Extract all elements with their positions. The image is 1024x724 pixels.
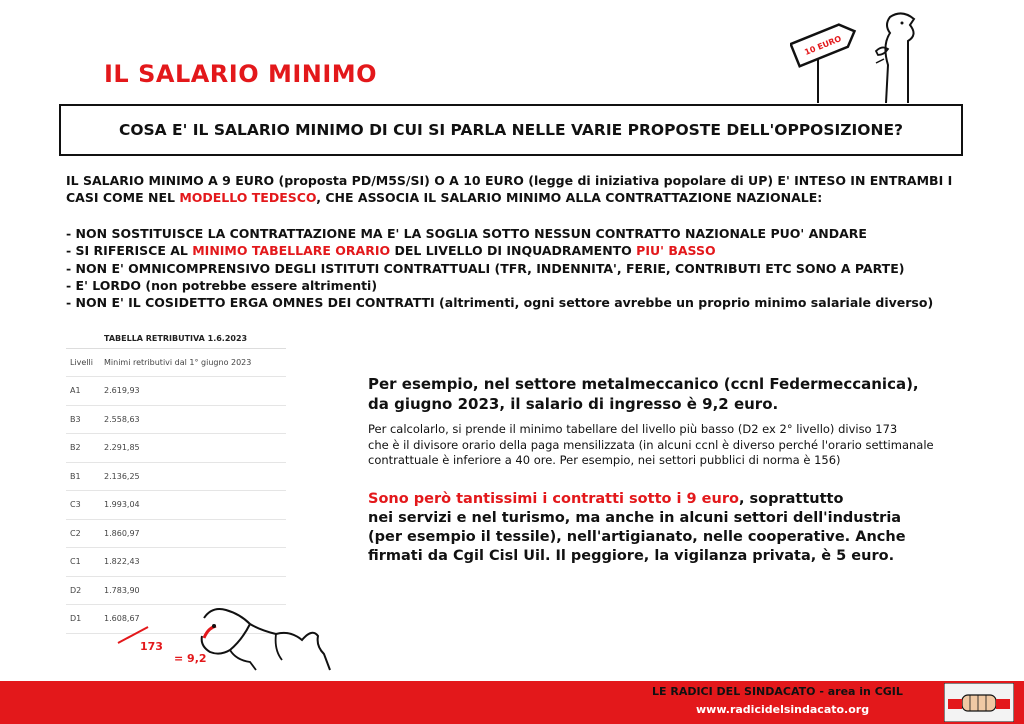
table-cell-value: 2.291,85: [104, 443, 140, 453]
bullet-list: [66, 225, 986, 311]
example-line: Per esempio, nel settore metalmeccanico (ccnl Federmeccanica),: [368, 375, 919, 393]
pay-table: [66, 330, 286, 634]
footer-org: LE RADICI DEL SINDACATO - area in CGIL: [652, 685, 903, 698]
table-cell-value: 2.619,93: [104, 386, 140, 396]
divisor-value: 173: [140, 640, 163, 653]
contracts-line: [368, 490, 988, 509]
intro-paragraph: [66, 172, 976, 206]
table-cell-level: B3: [70, 414, 81, 424]
example-block: [368, 374, 968, 469]
table-row: [66, 434, 286, 463]
table-cell-level: D2: [70, 585, 82, 595]
cartoon-sign-illustration: [790, 5, 930, 105]
contracts-paragraph: [368, 490, 988, 566]
bullet-highlight: PIU' BASSO: [636, 243, 716, 259]
column-header-level: Livelli: [70, 358, 94, 367]
table-cell-level: C2: [70, 528, 81, 538]
table-cell-level: B1: [70, 471, 81, 481]
table-cell-value: 1.822,43: [104, 557, 140, 567]
footer-bar: [0, 681, 1024, 724]
table-row: [66, 520, 286, 549]
contracts-line: firmati da Cgil Cisl Uil. Il peggiore, la vigilanza privata, è 5 euro.: [368, 548, 895, 564]
bullet-item: - NON E' IL COSIDETTO ERGA OMNES DEI CONTRATTI (altrimenti, ogni settore avrebbe un proprio minimo salariale diverso): [66, 295, 934, 311]
table-caption: TABELLA RETRIBUTIVA 1.6.2023: [66, 330, 286, 349]
fist-logo-icon: [944, 683, 1014, 722]
detail-line: contrattuale è inferiore a 40 ore. Per esempio, nei settori pubblici di norma è 156): [368, 453, 841, 467]
table-cell-value: 2.136,25: [104, 471, 140, 481]
bullet-item: - NON SOSTITUISCE LA CONTRATTAZIONE MA E' LA SOGLIA SOTTO NESSUN CONTRATTO NAZIONALE PUO' ANDARE: [66, 226, 867, 241]
result-value: = 9,2: [174, 652, 207, 665]
intro-highlight: MODELLO TEDESCO: [179, 190, 317, 205]
table-cell-level: C1: [70, 557, 81, 567]
calculation-note: [140, 640, 207, 665]
question-text: COSA E' IL SALARIO MINIMO DI CUI SI PARLA NELLE VARIE PROPOSTE DELL'OPPOSIZIONE?: [118, 121, 904, 139]
contracts-line: nei servizi e nel turismo, ma anche in alcuni settori dell'industria: [368, 510, 902, 526]
page-title: IL SALARIO MINIMO: [104, 60, 378, 88]
intro-part2: , CHE ASSOCIA IL SALARIO MINIMO ALLA CONTRATTAZIONE NAZIONALE:: [316, 190, 823, 205]
question-box: [59, 104, 963, 156]
table-body: [66, 377, 286, 634]
sign-label: 10 EURO: [803, 34, 843, 57]
bullet-item: - NON E' OMNICOMPRENSIVO DEGLI ISTITUTI CONTRATTUALI (TFR, INDENNITA', FERIE, CONTRIBUTI ETC SONO A PARTE): [66, 260, 905, 276]
detail-line: che è il divisore orario della paga mensilizzata (in alcuni ccnl è diverso perché l'orario settimanale: [368, 437, 934, 452]
table-cell-level: D1: [70, 614, 82, 624]
table-cell-level: B2: [70, 443, 81, 453]
table-cell-value: 2.558,63: [104, 414, 140, 424]
bullet-item: [66, 242, 986, 259]
table-cell-level: C3: [70, 500, 81, 510]
detail-line: Per calcolarlo, si prende il minimo tabellare del livello più basso (D2 ex 2° livello) diviso 173: [368, 422, 898, 436]
table-cell-level: A1: [70, 386, 81, 396]
table-row: [66, 377, 286, 406]
contracts-highlight: Sono però tantissimi i contratti sotto i 9 euro: [368, 491, 739, 507]
table-row: [66, 463, 286, 492]
table-cell-value: 1.860,97: [104, 528, 140, 538]
bullet-text: - SI RIFERISCE AL: [66, 243, 193, 259]
example-detail: [368, 422, 968, 469]
contracts-line: (per esempio il tessile), nell'artigianato, nelle cooperative. Anche: [368, 529, 906, 545]
footer-url[interactable]: www.radicidelsindacato.org: [696, 703, 870, 716]
example-line: da giugno 2023, il salario di ingresso è 9,2 euro.: [368, 395, 779, 413]
bullet-highlight: MINIMO TABELLARE ORARIO: [192, 243, 391, 259]
table-cell-value: 1.783,90: [104, 585, 140, 595]
column-header-minimum: Minimi retributivi dal 1° giugno 2023: [104, 358, 252, 367]
table-row: [66, 548, 286, 577]
table-row: [66, 491, 286, 520]
bullet-item: - E' LORDO (non potrebbe essere altrimenti): [66, 277, 378, 293]
table-cell-value: 1.993,04: [104, 500, 140, 510]
table-row: [66, 406, 286, 435]
table-header-row: [66, 349, 286, 377]
bullet-text: DEL LIVELLO DI INQUADRAMENTO: [390, 243, 637, 259]
cartoon-dog-illustration: [190, 600, 350, 680]
contracts-text: , soprattutto: [738, 491, 844, 507]
table-cell-value: 1.608,67: [104, 614, 140, 624]
intro-part1: IL SALARIO MINIMO A 9 EURO (proposta PD/M5S/SI) O A 10 EURO (legge di iniziativa popolare di UP) E' INTESO IN ENTRAMBI I CASI COME NEL: [66, 173, 953, 205]
